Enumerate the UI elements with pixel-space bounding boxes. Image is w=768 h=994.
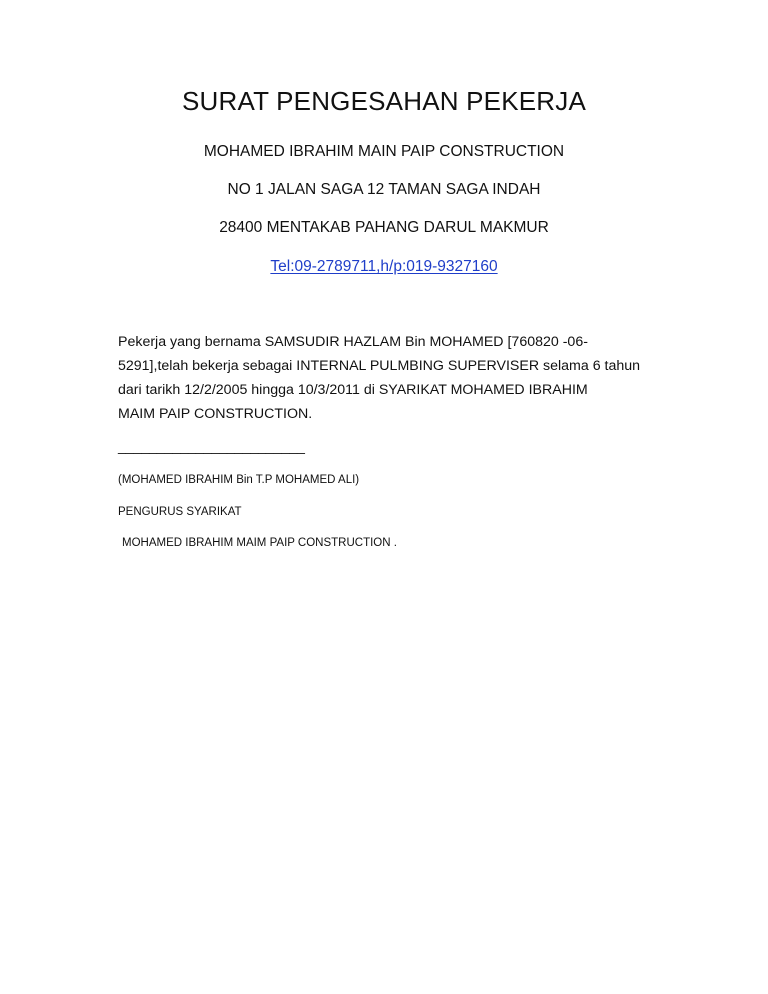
contact-line <box>0 258 768 276</box>
signature-line: ________________________ <box>118 438 305 454</box>
signatory-company: MOHAMED IBRAHIM MAIM PAIP CONSTRUCTION . <box>122 537 397 549</box>
body-line: dari tarikh 12/2/2005 hingga 10/3/2011 di SYARIKAT MOHAMED IBRAHIM <box>118 382 588 398</box>
body-line: 5291],telah bekerja sebagai INTERNAL PULMBING SUPERVISER selama 6 tahun <box>118 358 641 374</box>
body-line: Pekerja yang bernama SAMSUDIR HAZLAM Bin MOHAMED [760820 -06- <box>118 334 588 350</box>
document-title: SURAT PENGESAHAN PEKERJA <box>181 86 587 116</box>
company-name: MOHAMED IBRAHIM MAIN PAIP CONSTRUCTION <box>203 143 565 160</box>
signatory-name: (MOHAMED IBRAHIM Bin T.P MOHAMED ALI) <box>118 474 360 486</box>
address-line-1: NO 1 JALAN SAGA 12 TAMAN SAGA INDAH <box>227 181 541 198</box>
body-paragraph <box>118 330 648 426</box>
address-line-2: 28400 MENTAKAB PAHANG DARUL MAKMUR <box>219 219 549 236</box>
body-line: MAIM PAIP CONSTRUCTION. <box>118 406 313 422</box>
contact-link[interactable]: Tel:09-2789711,h/p:019-9327160 <box>270 258 498 275</box>
signatory-title: PENGURUS SYARIKAT <box>118 506 242 518</box>
